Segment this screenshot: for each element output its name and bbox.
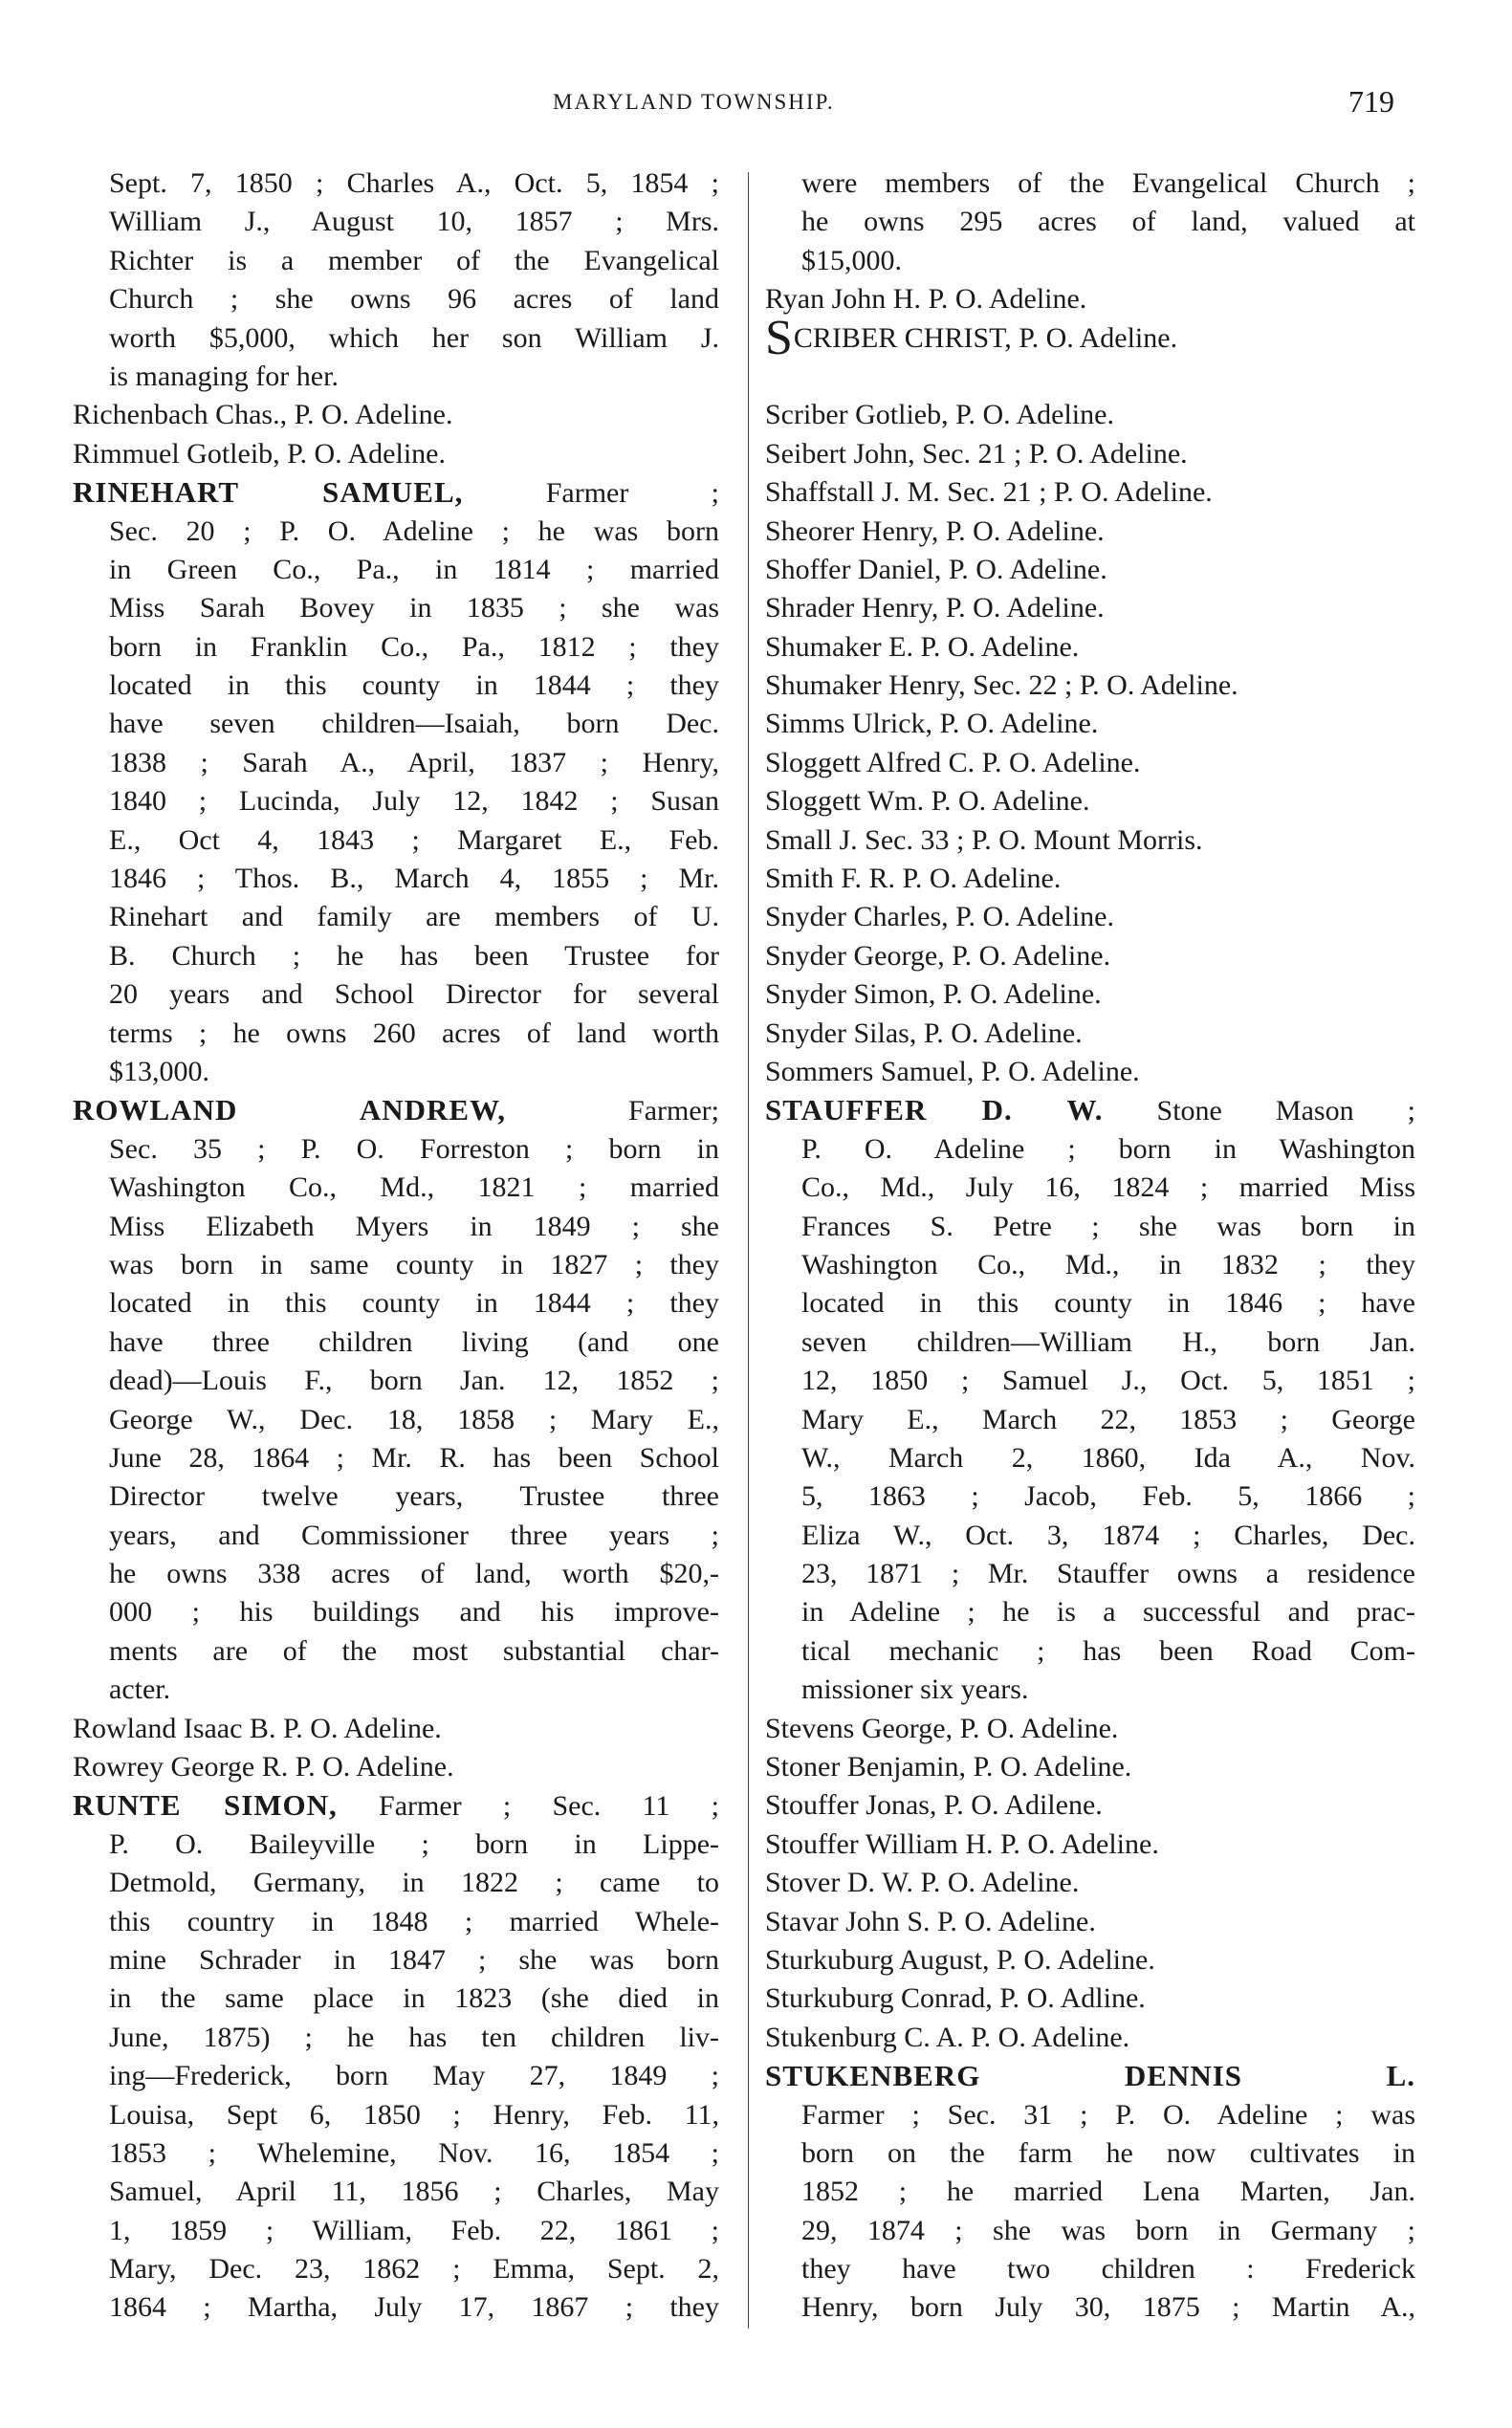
text-line bbox=[73, 396, 719, 434]
line-text: born in Franklin Co., Pa., 1812 ; they bbox=[109, 630, 719, 663]
text-line bbox=[765, 1632, 1415, 1671]
text-line bbox=[765, 1130, 1415, 1169]
line-text: 12, 1850 ; Samuel J., Oct. 5, 1851 ; bbox=[801, 1365, 1415, 1397]
text-line bbox=[73, 2250, 719, 2288]
text-line bbox=[765, 782, 1415, 820]
text-line bbox=[765, 551, 1415, 589]
line-text: Director twelve years, Trustee three bbox=[109, 1480, 719, 1513]
line-text: Shoffer Daniel, P. O. Adeline. bbox=[765, 553, 1107, 585]
text-line bbox=[765, 280, 1415, 318]
text-line bbox=[765, 2057, 1415, 2095]
line-text: 1, 1859 ; William, Feb. 22, 1861 ; bbox=[109, 2214, 719, 2246]
line-text: Sommers Samuel, P. O. Adeline. bbox=[765, 1055, 1140, 1087]
text-line bbox=[73, 628, 719, 667]
text-line bbox=[73, 473, 719, 512]
line-text: Sloggett Alfred C. P. O. Adeline. bbox=[765, 746, 1141, 778]
text-line bbox=[765, 2096, 1415, 2134]
text-line bbox=[73, 551, 719, 589]
text-line bbox=[765, 1517, 1415, 1555]
line-text: Rinehart and family are members of U. bbox=[109, 901, 719, 933]
text-line bbox=[73, 898, 719, 936]
text-line bbox=[73, 1284, 719, 1323]
line-text: acter. bbox=[109, 1673, 171, 1706]
text-line bbox=[765, 1439, 1415, 1477]
line-text: Snyder Simon, P. O. Adeline. bbox=[765, 978, 1102, 1011]
page-header bbox=[0, 84, 1512, 122]
line-text: P. O. Adeline ; born in Washington bbox=[801, 1132, 1415, 1165]
text-line bbox=[73, 1015, 719, 1053]
line-text: worth $5,000, which her son William J. bbox=[109, 321, 719, 354]
line-text: George W., Dec. 18, 1858 ; Mary E., bbox=[109, 1403, 719, 1435]
line-text: was born in same county in 1827 ; they bbox=[109, 1248, 719, 1280]
text-line bbox=[73, 1941, 719, 1980]
line-text: William J., August 10, 1857 ; Mrs. bbox=[109, 206, 719, 238]
line-text: dead)—Louis F., born Jan. 12, 1852 ; bbox=[109, 1365, 719, 1397]
text-line bbox=[765, 2212, 1415, 2250]
line-text: $15,000. bbox=[801, 244, 902, 276]
line-text: Simms Ulrick, P. O. Adeline. bbox=[765, 708, 1099, 740]
text-line bbox=[765, 1015, 1415, 1053]
text-line bbox=[765, 1864, 1415, 1902]
text-line bbox=[765, 667, 1415, 705]
line-text: June 28, 1864 ; Mr. R. has been School bbox=[109, 1441, 719, 1474]
text-line bbox=[765, 860, 1415, 898]
text-line bbox=[765, 1710, 1415, 1748]
line-gap bbox=[765, 358, 1415, 396]
line-text: 000 ; his buildings and his improve- bbox=[109, 1596, 719, 1629]
line-text: Seibert John, Sec. 21 ; P. O. Adeline. bbox=[765, 437, 1188, 470]
text-line bbox=[73, 1864, 719, 1902]
text-line bbox=[73, 1439, 719, 1477]
column-divider bbox=[748, 172, 749, 2329]
line-text: Stover D. W. P. O. Adeline. bbox=[765, 1867, 1080, 1899]
text-line bbox=[73, 1362, 719, 1400]
line-text: Sturkuburg August, P. O. Adeline. bbox=[765, 1943, 1155, 1976]
line-text: 1852 ; he married Lena Marten, Jan. bbox=[801, 2176, 1415, 2208]
text-line bbox=[73, 2173, 719, 2211]
line-text: ments are of the most substantial char- bbox=[109, 1634, 719, 1667]
text-line bbox=[765, 589, 1415, 627]
entry-name: RINEHART SAMUEL, bbox=[73, 475, 464, 510]
line-text: 20 years and School Director for several bbox=[109, 978, 719, 1011]
text-line bbox=[73, 1826, 719, 1864]
line-text: missioner six years. bbox=[801, 1673, 1029, 1706]
line-text: Shrader Henry, P. O. Adeline. bbox=[765, 592, 1105, 624]
text-line bbox=[73, 1710, 719, 1748]
running-title: MARYLAND TOWNSHIP. bbox=[553, 90, 835, 114]
line-text: 23, 1871 ; Mr. Stauffer owns a residence bbox=[801, 1558, 1415, 1590]
text-line bbox=[765, 1477, 1415, 1516]
text-line bbox=[73, 1477, 719, 1516]
text-line bbox=[73, 1632, 719, 1671]
line-text: E., Oct 4, 1843 ; Margaret E., Feb. bbox=[109, 823, 719, 856]
text-line bbox=[765, 396, 1415, 434]
line-text: 1853 ; Whelemine, Nov. 16, 1854 ; bbox=[109, 2136, 719, 2169]
text-line bbox=[765, 2250, 1415, 2288]
drop-cap: S bbox=[765, 310, 793, 365]
line-text: Farmer ; Sec. 31 ; P. O. Adeline ; was bbox=[801, 2098, 1415, 2131]
text-line bbox=[765, 1208, 1415, 1246]
text-line bbox=[73, 164, 719, 203]
line-text: this country in 1848 ; married Whele- bbox=[109, 1905, 719, 1937]
line-text: is managing for her. bbox=[109, 360, 339, 392]
line-text: Miss Sarah Bovey in 1835 ; she was bbox=[109, 592, 719, 624]
line-text: in Green Co., Pa., in 1814 ; married bbox=[109, 553, 719, 585]
text-line bbox=[765, 2173, 1415, 2211]
line-text: Ryan John H. P. O. Adeline. bbox=[765, 283, 1087, 316]
text-line bbox=[765, 2288, 1415, 2327]
line-text: have seven children—Isaiah, born Dec. bbox=[109, 708, 719, 740]
line-text: located in this county in 1844 ; they bbox=[109, 669, 719, 702]
text-line bbox=[765, 1593, 1415, 1631]
line-text: Detmold, Germany, in 1822 ; came to bbox=[109, 1867, 719, 1899]
line-text: P. O. Baileyville ; born in Lippe- bbox=[109, 1827, 719, 1860]
text-line bbox=[73, 1748, 719, 1786]
line-text: 1864 ; Martha, July 17, 1867 ; they bbox=[109, 2291, 719, 2324]
text-line bbox=[73, 744, 719, 782]
text-line bbox=[73, 937, 719, 975]
text-line bbox=[765, 310, 1415, 365]
line-text: Mary E., March 22, 1853 ; George bbox=[801, 1403, 1415, 1435]
text-line bbox=[765, 1903, 1415, 1941]
line-text: Co., Md., July 16, 1824 ; married Miss bbox=[801, 1171, 1415, 1204]
text-line bbox=[73, 358, 719, 396]
text-line bbox=[73, 1130, 719, 1169]
line-text: Rowland Isaac B. P. O. Adeline. bbox=[73, 1712, 442, 1744]
text-line bbox=[73, 1593, 719, 1631]
text-line bbox=[73, 1323, 719, 1362]
line-text: Snyder Charles, P. O. Adeline. bbox=[765, 901, 1114, 933]
text-line bbox=[73, 2019, 719, 2057]
text-line bbox=[73, 1671, 719, 1709]
text-line bbox=[765, 1246, 1415, 1284]
right-column bbox=[765, 164, 1415, 2328]
line-text: Miss Elizabeth Myers in 1849 ; she bbox=[109, 1210, 719, 1242]
line-text: Shaffstall J. M. Sec. 21 ; P. O. Adeline. bbox=[765, 476, 1213, 509]
line-text: Sept. 7, 1850 ; Charles A., Oct. 5, 1854 ; bbox=[109, 167, 719, 199]
text-line bbox=[73, 319, 719, 358]
line-text: 5, 1863 ; Jacob, Feb. 5, 1866 ; bbox=[801, 1480, 1415, 1513]
text-line bbox=[73, 705, 719, 743]
text-line bbox=[765, 1555, 1415, 1593]
text-line bbox=[765, 1284, 1415, 1323]
text-line bbox=[765, 203, 1415, 241]
line-text: seven children—William H., born Jan. bbox=[801, 1325, 1415, 1358]
entry-name: RUNTE SIMON, bbox=[73, 1788, 338, 1823]
line-text: Richter is a member of the Evangelical bbox=[109, 244, 719, 276]
text-line bbox=[73, 1980, 719, 2018]
line-text: 29, 1874 ; she was born in Germany ; bbox=[801, 2214, 1415, 2246]
text-line bbox=[73, 1053, 719, 1091]
text-line bbox=[73, 2134, 719, 2173]
line-text: Snyder George, P. O. Adeline. bbox=[765, 939, 1111, 972]
text-line bbox=[765, 1826, 1415, 1864]
line-text: born on the farm he now cultivates in bbox=[801, 2136, 1415, 2169]
line-text: 1840 ; Lucinda, July 12, 1842 ; Susan bbox=[109, 785, 719, 818]
text-line bbox=[765, 898, 1415, 936]
line-text: Small J. Sec. 33 ; P. O. Mount Morris. bbox=[765, 823, 1203, 856]
text-line bbox=[73, 1246, 719, 1284]
line-text: CRIBER CHRIST, P. O. Adeline. bbox=[793, 321, 1178, 354]
text-line bbox=[765, 1362, 1415, 1400]
line-text: Rimmuel Gotleib, P. O. Adeline. bbox=[73, 437, 446, 470]
text-line bbox=[73, 1169, 719, 1207]
text-line bbox=[765, 2019, 1415, 2057]
text-line bbox=[765, 628, 1415, 667]
text-line bbox=[765, 1091, 1415, 1129]
text-line bbox=[765, 164, 1415, 203]
line-text: W., March 2, 1860, Ida A., Nov. bbox=[801, 1441, 1415, 1474]
text-line bbox=[765, 1401, 1415, 1439]
line-text: Washington Co., Md., 1821 ; married bbox=[109, 1171, 719, 1204]
text-line bbox=[765, 2134, 1415, 2173]
entry-name: STAUFFER D. W. bbox=[765, 1093, 1104, 1127]
line-text: $13,000. bbox=[109, 1055, 209, 1087]
text-line bbox=[73, 242, 719, 280]
line-text: Stukenburg C. A. P. O. Adeline. bbox=[765, 2021, 1130, 2053]
line-text: mine Schrader in 1847 ; she was born bbox=[109, 1943, 719, 1976]
text-line bbox=[765, 242, 1415, 280]
line-text: Washington Co., Md., in 1832 ; they bbox=[801, 1248, 1415, 1280]
text-line bbox=[73, 975, 719, 1014]
line-text: located in this county in 1846 ; have bbox=[801, 1287, 1415, 1320]
line-text: Shumaker E. P. O. Adeline. bbox=[765, 630, 1080, 663]
line-text: in Adeline ; he is a successful and prac- bbox=[801, 1596, 1415, 1629]
line-text: Farmer ; Sec. 11 ; bbox=[337, 1790, 719, 1823]
text-line bbox=[765, 513, 1415, 551]
entry-name: ROWLAND ANDREW, bbox=[73, 1093, 507, 1127]
page-number: 719 bbox=[1348, 84, 1394, 119]
line-text: Stouffer William H. P. O. Adeline. bbox=[765, 1827, 1159, 1860]
line-text: Stevens George, P. O. Adeline. bbox=[765, 1712, 1119, 1744]
line-text: in the same place in 1823 (she died in bbox=[109, 1982, 719, 2015]
text-line bbox=[765, 1941, 1415, 1980]
text-line bbox=[765, 1053, 1415, 1091]
line-text: Sec. 35 ; P. O. Forreston ; born in bbox=[109, 1132, 719, 1165]
text-line bbox=[73, 2057, 719, 2095]
line-text: June, 1875) ; he has ten children liv- bbox=[109, 2021, 719, 2053]
line-text: Smith F. R. P. O. Adeline. bbox=[765, 863, 1062, 895]
line-text: terms ; he owns 260 acres of land worth bbox=[109, 1017, 719, 1049]
text-line bbox=[73, 821, 719, 860]
text-line bbox=[73, 1401, 719, 1439]
text-line bbox=[73, 1091, 719, 1129]
line-text: Sturkuburg Conrad, P. O. Adline. bbox=[765, 1982, 1146, 2015]
line-text: Stouffer Jonas, P. O. Adilene. bbox=[765, 1789, 1103, 1822]
text-line bbox=[765, 975, 1415, 1014]
line-text: Farmer ; bbox=[463, 477, 720, 510]
text-line bbox=[765, 705, 1415, 743]
line-text: Stoner Benjamin, P. O. Adeline. bbox=[765, 1751, 1132, 1783]
text-line bbox=[765, 1169, 1415, 1207]
line-text: B. Church ; he has been Trustee for bbox=[109, 939, 719, 972]
line-text: Sloggett Wm. P. O. Adeline. bbox=[765, 785, 1090, 818]
text-line bbox=[765, 821, 1415, 860]
line-text: tical mechanic ; has been Road Com- bbox=[801, 1634, 1415, 1667]
text-line bbox=[73, 860, 719, 898]
text-line bbox=[765, 1786, 1415, 1825]
text-line bbox=[765, 435, 1415, 473]
line-text: Church ; she owns 96 acres of land bbox=[109, 283, 719, 316]
line-text: Louisa, Sept 6, 1850 ; Henry, Feb. 11, bbox=[109, 2098, 719, 2131]
text-line bbox=[73, 782, 719, 820]
text-line bbox=[73, 2096, 719, 2134]
line-text: Sec. 20 ; P. O. Adeline ; he was born bbox=[109, 514, 719, 547]
line-text: he owns 338 acres of land, worth $20,- bbox=[109, 1558, 719, 1590]
line-text: Samuel, April 11, 1856 ; Charles, May bbox=[109, 2176, 719, 2208]
text-line bbox=[73, 1903, 719, 1941]
line-text: Rowrey George R. P. O. Adeline. bbox=[73, 1751, 454, 1783]
text-line bbox=[765, 1980, 1415, 2018]
text-line bbox=[73, 435, 719, 473]
line-text: Richenbach Chas., P. O. Adeline. bbox=[73, 399, 453, 431]
line-text: Henry, born July 30, 1875 ; Martin A., bbox=[801, 2291, 1415, 2324]
text-line bbox=[765, 1671, 1415, 1709]
line-text: 1846 ; Thos. B., March 4, 1855 ; Mr. bbox=[109, 863, 719, 895]
text-line bbox=[73, 2212, 719, 2250]
line-text: Farmer; bbox=[506, 1095, 719, 1127]
text-line bbox=[765, 744, 1415, 782]
line-text: Mary, Dec. 23, 1862 ; Emma, Sept. 2, bbox=[109, 2253, 719, 2286]
line-text: Eliza W., Oct. 3, 1874 ; Charles, Dec. bbox=[801, 1519, 1415, 1551]
line-text: Snyder Silas, P. O. Adeline. bbox=[765, 1017, 1083, 1049]
line-text: they have two children : Frederick bbox=[801, 2253, 1415, 2286]
line-text: have three children living (and one bbox=[109, 1325, 719, 1358]
text-line bbox=[73, 1555, 719, 1593]
line-text: years, and Commissioner three years ; bbox=[109, 1519, 719, 1551]
line-text: Stone Mason ; bbox=[1103, 1095, 1415, 1127]
text-line bbox=[73, 1786, 719, 1825]
text-line bbox=[73, 513, 719, 551]
text-line bbox=[73, 203, 719, 241]
line-text: were members of the Evangelical Church ; bbox=[801, 167, 1415, 199]
text-line bbox=[765, 1748, 1415, 1786]
text-line bbox=[765, 473, 1415, 512]
entry-name: STUKENBERG DENNIS L. bbox=[765, 2059, 1415, 2093]
line-text: Frances S. Petre ; she was born in bbox=[801, 1210, 1415, 1242]
text-line bbox=[73, 1208, 719, 1246]
text-line bbox=[73, 1517, 719, 1555]
line-text: Sheorer Henry, P. O. Adeline. bbox=[765, 514, 1105, 547]
line-text: 1838 ; Sarah A., April, 1837 ; Henry, bbox=[109, 746, 719, 778]
text-line bbox=[765, 1323, 1415, 1362]
text-line bbox=[73, 280, 719, 318]
left-column bbox=[73, 164, 719, 2328]
text-line bbox=[765, 937, 1415, 975]
line-text: Shumaker Henry, Sec. 22 ; P. O. Adeline. bbox=[765, 669, 1238, 702]
line-text: located in this county in 1844 ; they bbox=[109, 1287, 719, 1320]
line-text: Stavar John S. P. O. Adeline. bbox=[765, 1905, 1096, 1937]
line-text: ing—Frederick, born May 27, 1849 ; bbox=[109, 2060, 719, 2092]
text-line bbox=[73, 589, 719, 627]
text-line bbox=[73, 2288, 719, 2327]
text-line bbox=[73, 667, 719, 705]
line-text: he owns 295 acres of land, valued at bbox=[801, 206, 1415, 238]
line-text: Scriber Gotlieb, P. O. Adeline. bbox=[765, 399, 1114, 431]
